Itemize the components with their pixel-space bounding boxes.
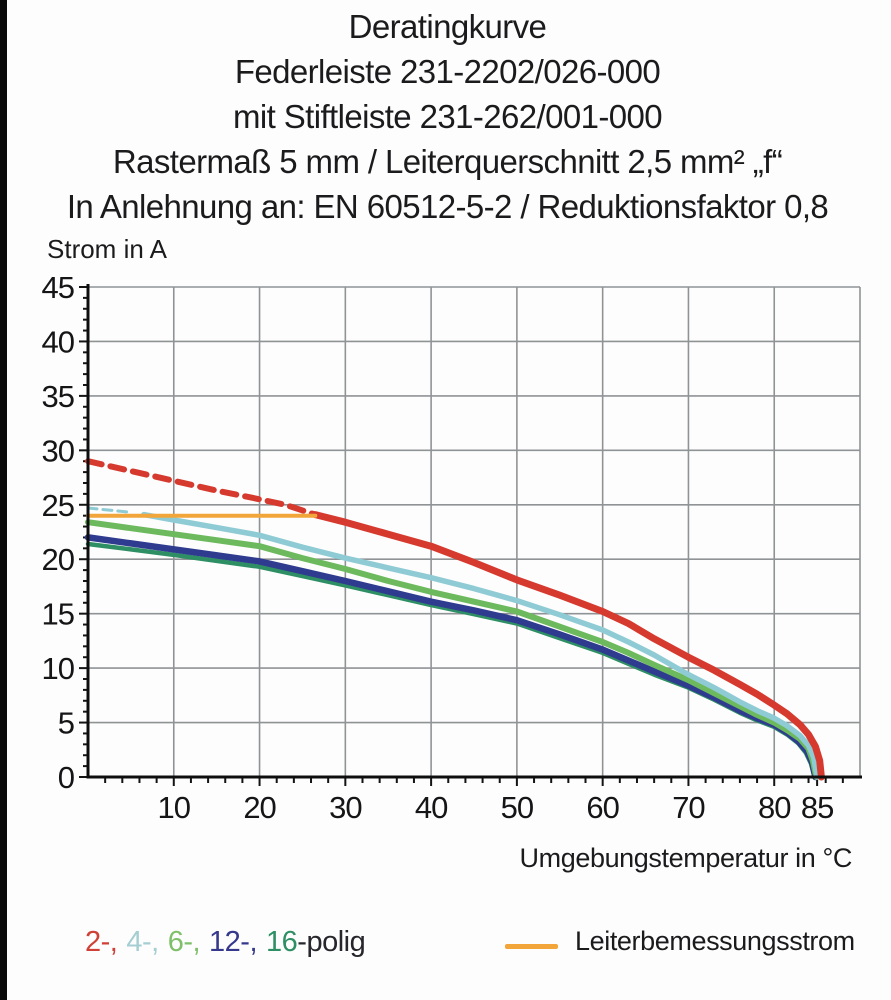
y-tick-label: 15 — [41, 596, 74, 632]
y-tick-label: 10 — [41, 651, 74, 687]
rated-current-label: Leiterbemessungsstrom — [575, 926, 855, 956]
x-tick-label: 50 — [500, 790, 534, 825]
y-tick-label: 35 — [41, 378, 74, 414]
x-tick-label: 10 — [157, 790, 191, 825]
curve-4-polig-oberhalb-bemessungsstrom- — [88, 508, 127, 512]
title-line-3: mit Stiftleiste 231-262/001-000 — [233, 98, 662, 135]
x-tick-label: 60 — [586, 790, 619, 825]
x-tick-label: 40 — [414, 790, 448, 825]
title-line-2: Federleiste 231-2202/026-000 — [234, 53, 661, 90]
curve-16-polig — [88, 544, 815, 777]
y-tick-label: 45 — [41, 270, 74, 305]
legend — [0, 926, 891, 972]
legend-pole-item: 12-, — [209, 926, 258, 958]
x-tick-label: 70 — [672, 790, 705, 825]
title-line-1: Deratingkurve — [348, 8, 547, 45]
legend-pole-item: 16 — [266, 926, 298, 958]
legend-pole-item: 2-, — [85, 926, 118, 958]
curve-4-polig — [144, 515, 817, 777]
title-line-4: Rastermaß 5 mm / Leiterquerschnitt 2,5 mm² „f“ — [112, 143, 783, 180]
y-tick-label: 20 — [41, 542, 74, 578]
y-tick-label: 40 — [41, 324, 74, 360]
x-tick-label: 85 — [800, 790, 834, 825]
legend-pole-item: 4-, — [126, 926, 159, 958]
curves — [88, 461, 821, 777]
curve-2-polig-oberhalb-bemessungsstrom- — [88, 461, 315, 514]
legend-pole-item: 6-, — [167, 926, 201, 958]
y-tick-label: 25 — [41, 487, 74, 523]
x-tick-label: 20 — [243, 790, 276, 825]
y-tick-label: 0 — [57, 760, 74, 795]
rated-current-line-swatch — [505, 944, 558, 949]
curve-12-polig — [88, 537, 815, 777]
y-tick-label: 30 — [41, 433, 74, 469]
title-line-5: In Anlehnung an: EN 60512-5-2 / Reduktionsfaktor 0,8 — [66, 188, 829, 225]
x-axis-label: Umgebungstemperatur in °C — [519, 843, 852, 873]
x-tick-label: 30 — [329, 790, 362, 825]
y-axis-label: Strom in A — [47, 234, 167, 264]
curve-2-polig — [315, 515, 821, 777]
legend-pole-counts — [85, 926, 365, 959]
y-tick-label: 5 — [57, 705, 74, 741]
legend-pole-suffix: -polig — [297, 926, 366, 958]
x-tick-label: 80 — [757, 790, 791, 825]
